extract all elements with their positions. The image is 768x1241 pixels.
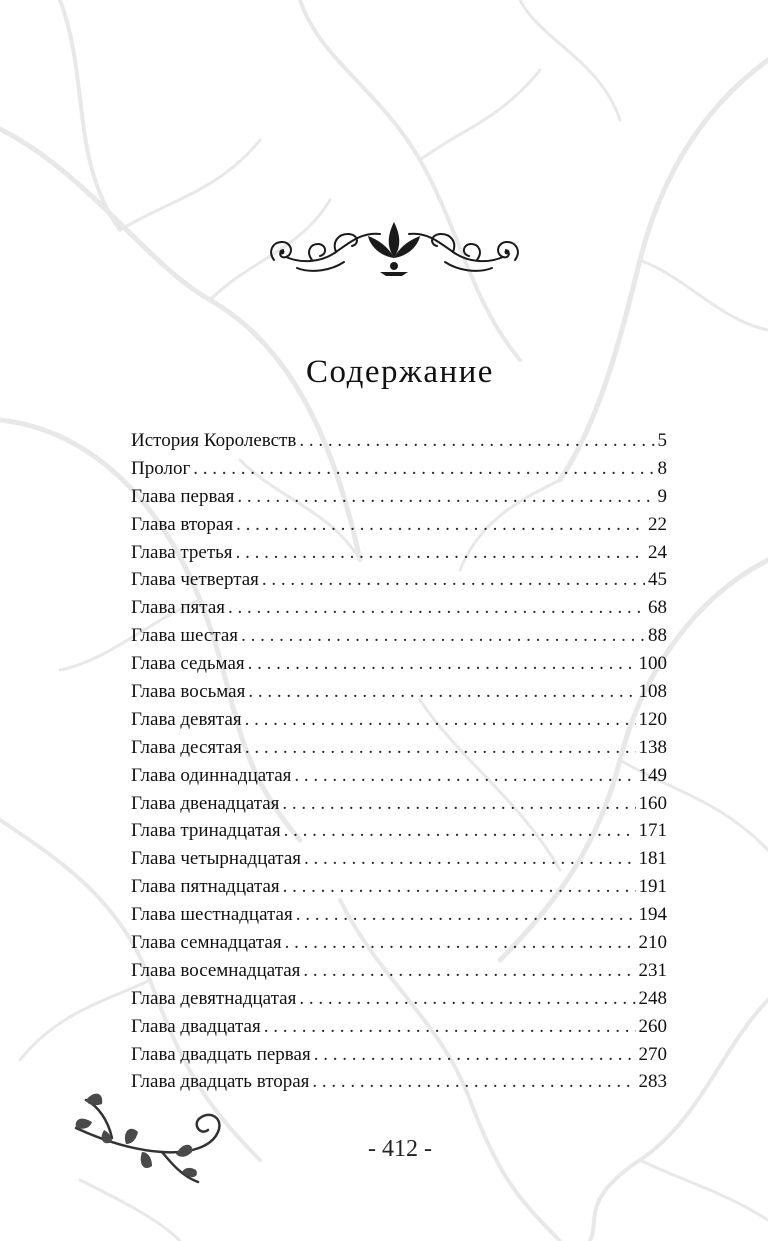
toc-entry-page: 88 bbox=[648, 625, 667, 647]
toc-entry-page: 171 bbox=[638, 820, 667, 842]
table-of-contents bbox=[131, 430, 667, 1099]
toc-entry bbox=[131, 569, 667, 597]
toc-dot-leader bbox=[314, 1044, 636, 1066]
toc-entry-page: 138 bbox=[638, 736, 667, 758]
toc-dot-leader bbox=[312, 1071, 635, 1093]
toc-entry-page: 283 bbox=[638, 1071, 667, 1093]
toc-entry bbox=[131, 988, 667, 1016]
toc-entry bbox=[131, 458, 667, 486]
toc-entry bbox=[131, 514, 667, 542]
toc-entry-page: 191 bbox=[638, 876, 667, 898]
toc-entry-label: Глава пятая bbox=[131, 597, 225, 619]
toc-entry-label: Глава седьмая bbox=[131, 653, 245, 675]
toc-entry-label: Глава девятнадцатая bbox=[131, 987, 297, 1009]
flourish-ornament-icon bbox=[262, 212, 527, 282]
toc-entry-page: 248 bbox=[638, 987, 667, 1009]
toc-entry-page: 194 bbox=[638, 904, 667, 926]
toc-entry-label: Глава одиннадцатая bbox=[131, 764, 292, 786]
toc-entry-page: 68 bbox=[648, 597, 667, 619]
toc-dot-leader bbox=[236, 542, 645, 564]
toc-entry-page: 45 bbox=[648, 569, 667, 591]
toc-dot-leader bbox=[299, 988, 635, 1010]
toc-dot-leader bbox=[285, 932, 636, 954]
toc-entry bbox=[131, 542, 667, 570]
toc-entry bbox=[131, 486, 667, 514]
toc-entry-label: Глава десятая bbox=[131, 736, 242, 758]
toc-entry-page: 22 bbox=[648, 513, 667, 535]
toc-entry-label: Глава тринадцатая bbox=[131, 820, 281, 842]
toc-dot-leader bbox=[284, 820, 636, 842]
toc-entry-label: Глава девятая bbox=[131, 708, 242, 730]
toc-entry-page: 100 bbox=[638, 653, 667, 675]
toc-entry bbox=[131, 597, 667, 625]
toc-dot-leader bbox=[299, 430, 654, 452]
toc-entry bbox=[131, 737, 667, 765]
toc-entry-page: 5 bbox=[657, 430, 667, 451]
toc-entry bbox=[131, 765, 667, 793]
toc-dot-leader bbox=[248, 681, 635, 703]
toc-entry-page: 210 bbox=[638, 932, 667, 954]
toc-entry bbox=[131, 625, 667, 653]
toc-entry bbox=[131, 1044, 667, 1072]
toc-entry-label: Глава семнадцатая bbox=[131, 932, 282, 954]
toc-entry-label: Глава третья bbox=[131, 541, 233, 563]
toc-dot-leader bbox=[245, 709, 636, 731]
toc-dot-leader bbox=[294, 765, 635, 787]
toc-entry-page: 231 bbox=[638, 959, 667, 981]
toc-entry-page: 260 bbox=[638, 1015, 667, 1037]
toc-entry bbox=[131, 653, 667, 681]
toc-entry-label: Глава двадцать первая bbox=[131, 1043, 311, 1065]
toc-entry-label: Глава двадцать вторая bbox=[131, 1071, 310, 1093]
toc-entry-label: Глава восемнадцатая bbox=[131, 959, 301, 981]
toc-entry-page: 8 bbox=[657, 457, 667, 479]
toc-entry-label: Глава шестая bbox=[131, 625, 239, 647]
toc-entry-page: 120 bbox=[638, 708, 667, 730]
toc-dot-leader bbox=[303, 960, 635, 982]
page-title: Содержание bbox=[306, 354, 494, 391]
toc-dot-leader bbox=[241, 625, 645, 647]
toc-entry bbox=[131, 820, 667, 848]
toc-entry-label: Глава пятнадцатая bbox=[131, 876, 280, 898]
toc-dot-leader bbox=[245, 737, 636, 759]
toc-entry bbox=[131, 1071, 667, 1099]
toc-entry-label: Глава четырнадцатая bbox=[131, 848, 302, 870]
toc-dot-leader bbox=[193, 458, 654, 480]
toc-entry bbox=[131, 1016, 667, 1044]
toc-entry-label: Глава восьмая bbox=[131, 681, 246, 703]
toc-entry bbox=[131, 932, 667, 960]
toc-entry-label: Глава двадцатая bbox=[131, 1015, 261, 1037]
toc-entry-page: 181 bbox=[638, 848, 667, 870]
toc-dot-leader bbox=[228, 597, 645, 619]
toc-entry-label: Пролог bbox=[131, 457, 191, 479]
toc-entry bbox=[131, 848, 667, 876]
toc-dot-leader bbox=[296, 904, 636, 926]
toc-entry bbox=[131, 904, 667, 932]
toc-entry-page: 108 bbox=[638, 681, 667, 703]
toc-entry bbox=[131, 709, 667, 737]
page-number: - 412 - bbox=[368, 1136, 432, 1162]
toc-entry bbox=[131, 430, 667, 458]
toc-entry-label: Глава двенадцатая bbox=[131, 792, 280, 814]
toc-entry-label: Глава шестнадцатая bbox=[131, 904, 293, 926]
toc-dot-leader bbox=[237, 486, 654, 508]
toc-dot-leader bbox=[248, 653, 636, 675]
toc-entry-label: Глава четвертая bbox=[131, 569, 259, 591]
toc-dot-leader bbox=[283, 876, 636, 898]
toc-entry bbox=[131, 960, 667, 988]
toc-entry-page: 24 bbox=[648, 541, 667, 563]
toc-entry bbox=[131, 793, 667, 821]
toc-entry-label: История Королевств bbox=[131, 430, 297, 451]
toc-dot-leader bbox=[236, 514, 645, 536]
toc-entry-label: Глава первая bbox=[131, 485, 235, 507]
toc-dot-leader bbox=[264, 1016, 636, 1038]
toc-entry bbox=[131, 681, 667, 709]
toc-entry-page: 9 bbox=[657, 485, 667, 507]
toc-entry bbox=[131, 876, 667, 904]
toc-entry-label: Глава вторая bbox=[131, 513, 234, 535]
toc-entry-page: 160 bbox=[638, 792, 667, 814]
toc-dot-leader bbox=[262, 569, 645, 591]
toc-entry-page: 270 bbox=[638, 1043, 667, 1065]
toc-dot-leader bbox=[304, 848, 635, 870]
toc-entry-page: 149 bbox=[638, 764, 667, 786]
toc-dot-leader bbox=[282, 793, 635, 815]
